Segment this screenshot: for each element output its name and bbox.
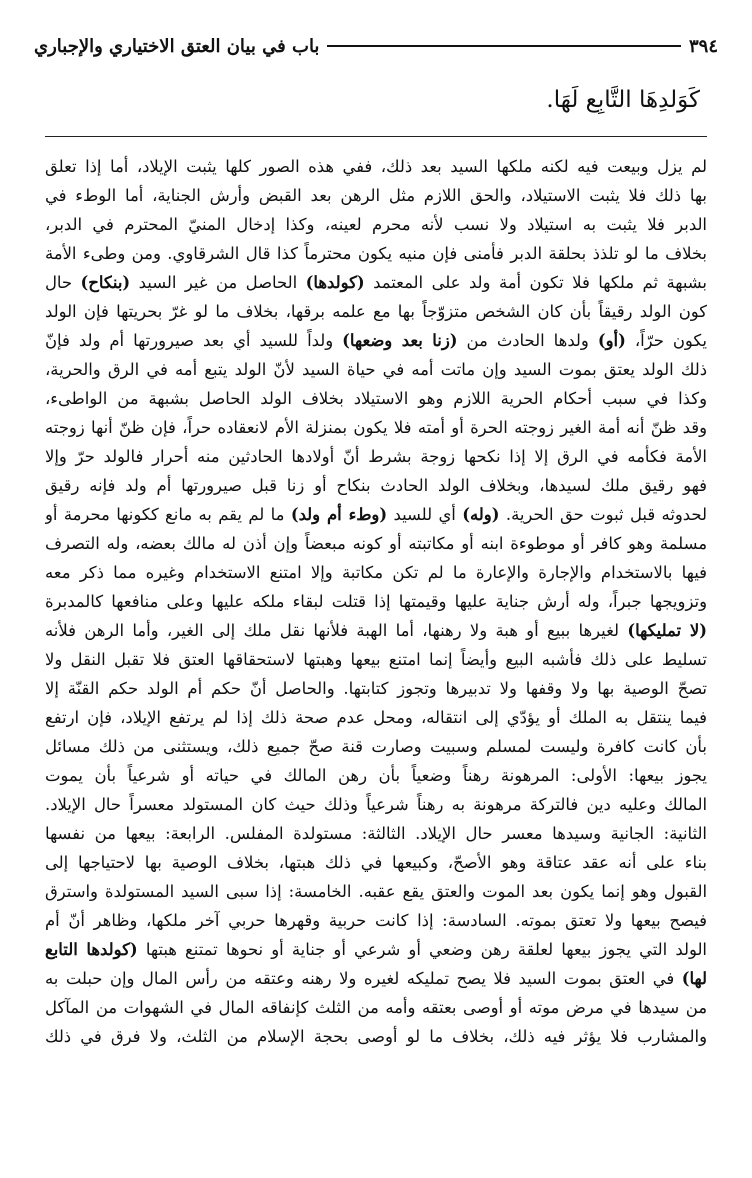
bold-matn-quote: (وله) xyxy=(462,505,500,524)
text-segment: بها ذلك فلا يثبت الاستيلاد، والحق اللازم مثل الرهن بعد القبض وأرش الجناية، أما الوطء في xyxy=(45,186,707,205)
text-segment: لم يزل وبيعت فيه لكنه ملكها السيد بعد ذلك، ففي هذه الصور كلها يثبت الإيلاد، أما إذا تعلق xyxy=(45,157,707,176)
text-segment: من سيدها في مرض موته أو أوصى بعتقه وأمه من الثلث كإنفاقه المال في الشهوات من المآكل xyxy=(45,998,707,1017)
text-line xyxy=(45,703,707,732)
text-line xyxy=(45,587,707,616)
text-segment: وتزويجها جبراً، وله أرش جناية عليها وقيمتها إذا قتلت لبقاء ملكه عليها وعلى منافعها كالمدبرة xyxy=(45,592,707,611)
text-line xyxy=(45,268,707,297)
text-line xyxy=(45,442,707,471)
bold-matn-quote: (أو) xyxy=(597,331,626,350)
text-segment: يكون حرّاً، xyxy=(625,331,707,350)
matn-text: كَوَلدِهَا التَّابِع لَهَا. xyxy=(546,87,700,113)
text-segment: كون الولد رقيقاً بأن كان الشخص متزوّجاً بها مع علمه برقها، بخلاف ما لو غرّ بحريتها فإن الولد xyxy=(45,302,707,321)
text-segment: الحاصل من غير السيد xyxy=(130,273,306,292)
text-line xyxy=(45,645,707,674)
text-line xyxy=(45,500,707,529)
text-line xyxy=(45,616,707,645)
text-segment: الثانية: الجانية وسيدها معسر حال الإيلاد. الثالثة: مستولدة المفلس. الرابعة: بيعها من نفسها xyxy=(45,824,707,843)
text-line xyxy=(45,384,707,413)
text-segment: فيها بالاستخدام والإجارة والإعارة ما لم تكن مكاتبة وإلا امتنع الاستخدام وغيره مما ذكر معه xyxy=(45,563,707,582)
text-segment: فيما ينتقل به الملك أو يؤدّي إلى انتقاله، ومحل عدم صحة ذلك إذا لم يرتفع الإيلاد، فإن ارتفع xyxy=(45,708,707,727)
text-segment: فيصح بيعها ولا تعتق بموته. السادسة: إذا كانت حربية وقهرها حربي آخر ملكها، وظاهر أنّ أم xyxy=(45,911,707,930)
text-line xyxy=(45,935,707,964)
text-line xyxy=(45,239,707,268)
text-segment: بأن كانت كافرة وليست لمسلم وسبيت وصارت قنة صحّ جميع ذلك، ويستثنى من ذلك مسائل xyxy=(45,737,707,756)
text-line xyxy=(45,355,707,384)
text-line xyxy=(45,906,707,935)
text-line xyxy=(45,674,707,703)
text-line xyxy=(45,152,707,181)
header-rule xyxy=(327,45,681,47)
text-segment: بناء على أنه عقد عتاقة وهو الأصحّ، وكبيعها في ذلك هبتها، بخلاف الوصية بها لاحتياجها إلى xyxy=(45,853,707,872)
page-number: ٣٩٤ xyxy=(688,35,718,57)
text-line xyxy=(45,326,707,355)
text-segment: في العتق بموت السيد فلا يصح تمليكه لغيره ولا رهنه وعتقه من رأس المال وإن حبلت به xyxy=(45,969,682,988)
text-segment: بخلاف ما لو تلذذ بحلقة الدبر فأمنى فإن منيه يكون محترماً كذا قال الشرقاوي. ومن وطىء الأمة xyxy=(45,244,707,263)
text-segment: مسلمة وهو كافر أو موطوءة ابنه أو مكاتبته أو كونه مبعضاً وإن أذن له مالك بعضه، وله التصرف xyxy=(45,534,707,553)
text-segment: الأمة فكأمه في الرق إلا إذا نكحها زوجة بشرط أنّ أولادها الحادثين منه أحرار فالولد حرّ وإلا xyxy=(45,447,707,466)
running-header xyxy=(34,32,718,60)
text-segment: ولدها الحادث من xyxy=(457,331,598,350)
bold-matn-quote: (وطء أم ولد) xyxy=(290,505,388,524)
bold-matn-quote: (كولدها) xyxy=(305,273,365,292)
text-segment: ما لم يقم به مانع ككونها محرمة أو xyxy=(45,505,291,524)
text-segment: بشبهة ثم ملكها فلا تكون أمة ولد على المعتمد xyxy=(364,273,707,292)
text-segment: المالك وعليه دين فالتركة مرهونة به رهناً شرعياً وذلك حيث كان المستولد معسراً حال الإيلاد. xyxy=(45,795,707,814)
text-line xyxy=(45,761,707,790)
bold-matn-quote: (لا تمليكها) xyxy=(627,621,707,640)
text-segment: الدبر فلا يثبت به استيلاد ولا نسب لأنه محرم لعينه، وكذا إدخال المنيّ المحترم في الدبر، xyxy=(45,215,707,234)
text-line xyxy=(45,1022,707,1051)
text-line xyxy=(45,993,707,1022)
commentary-text xyxy=(45,152,707,1051)
text-segment: وكذا في سبب أحكام الحرية اللازم وهو الاستيلاد بخلاف الولد الحاصل بشبهة من الواطىء، xyxy=(45,389,707,408)
text-segment: أي للسيد xyxy=(387,505,463,524)
bold-matn-quote: (بنكاح) xyxy=(80,273,131,292)
chapter-title: باب في بيان العتق الاختياري والإجباري xyxy=(34,35,320,57)
bold-matn-quote: (زنا بعد وضعها) xyxy=(342,331,458,350)
text-segment: ذلك الولد يعتق بموت السيد وإن ماتت أمه في حياة السيد لأنّ الولد يتبع أمه في الرق والحرية، xyxy=(45,360,707,379)
text-segment: لغيرها ببيع أو هبة ولا رهنها، أما الهبة فلأنها نقل ملك إلى الغير، وأما الرهن فلأنه xyxy=(45,621,628,640)
text-segment: الولد التي يجوز بيعها لعلقة رهن وضعي أو شرعي أو جناية أو نحوها تمتنع هبتها xyxy=(137,940,707,959)
text-segment: ولداً للسيد أي بعد صيرورتها أم ولد فإنّ xyxy=(45,331,343,350)
text-line xyxy=(45,210,707,239)
text-line xyxy=(45,848,707,877)
text-segment: فهو رقيق ملك لسيدها، وبخلاف الولد الحادث بنكاح أو زنا قبل صيرورتها أم ولد فإنه رقيق xyxy=(45,476,707,495)
text-line xyxy=(45,181,707,210)
text-segment: والمشارب فلا يؤثر فيه ذلك، بخلاف ما لو أوصى بحجة الإسلام من الثلث، ولا فرق في ذلك xyxy=(45,1027,707,1046)
text-line xyxy=(45,732,707,761)
text-segment: حال xyxy=(45,273,81,292)
text-segment: يجوز بيعها: الأولى: المرهونة رهناً وضعياً بأن رهن المالك في حياته أو شرعياً بأن يموت xyxy=(45,766,707,785)
text-line xyxy=(45,413,707,442)
text-line xyxy=(45,529,707,558)
text-line xyxy=(45,819,707,848)
text-line xyxy=(45,471,707,500)
bold-matn-quote: لها) xyxy=(681,969,707,988)
text-segment: تصحّ الوصية بها ولا وقفها ولا تدبيرها وتجوز كتابتها. والحاصل أنّ حكم أم الولد حكم القنّة إلا xyxy=(45,679,707,698)
text-segment: لحدوثه قبل ثبوت حق الحرية. xyxy=(499,505,707,524)
text-segment: تسليط على ذلك فأشبه البيع وأيضاً إنما امتنع بيعها وهبتها لاستحقاقها العتق فلا تقبل النقل ولا xyxy=(45,650,707,669)
text-line xyxy=(45,790,707,819)
text-line xyxy=(45,964,707,993)
text-segment: القبول وهو إنما يكون بعد الموت والعتق يقع عقبه. الخامسة: إذا سبى السيد المستولدة واسترق xyxy=(45,882,707,901)
text-line xyxy=(45,297,707,326)
text-line xyxy=(45,877,707,906)
bold-matn-quote: (كولدها التابع xyxy=(45,940,138,959)
separator-rule xyxy=(45,136,707,137)
text-segment: وقد ظنّ أنه أمة الغير زوجته الحرة أو أمته فلا يكون بمنزلة الأم لانعقاده حراً، فإن ظنّ أنها زوجته xyxy=(45,418,707,437)
text-line xyxy=(45,558,707,587)
